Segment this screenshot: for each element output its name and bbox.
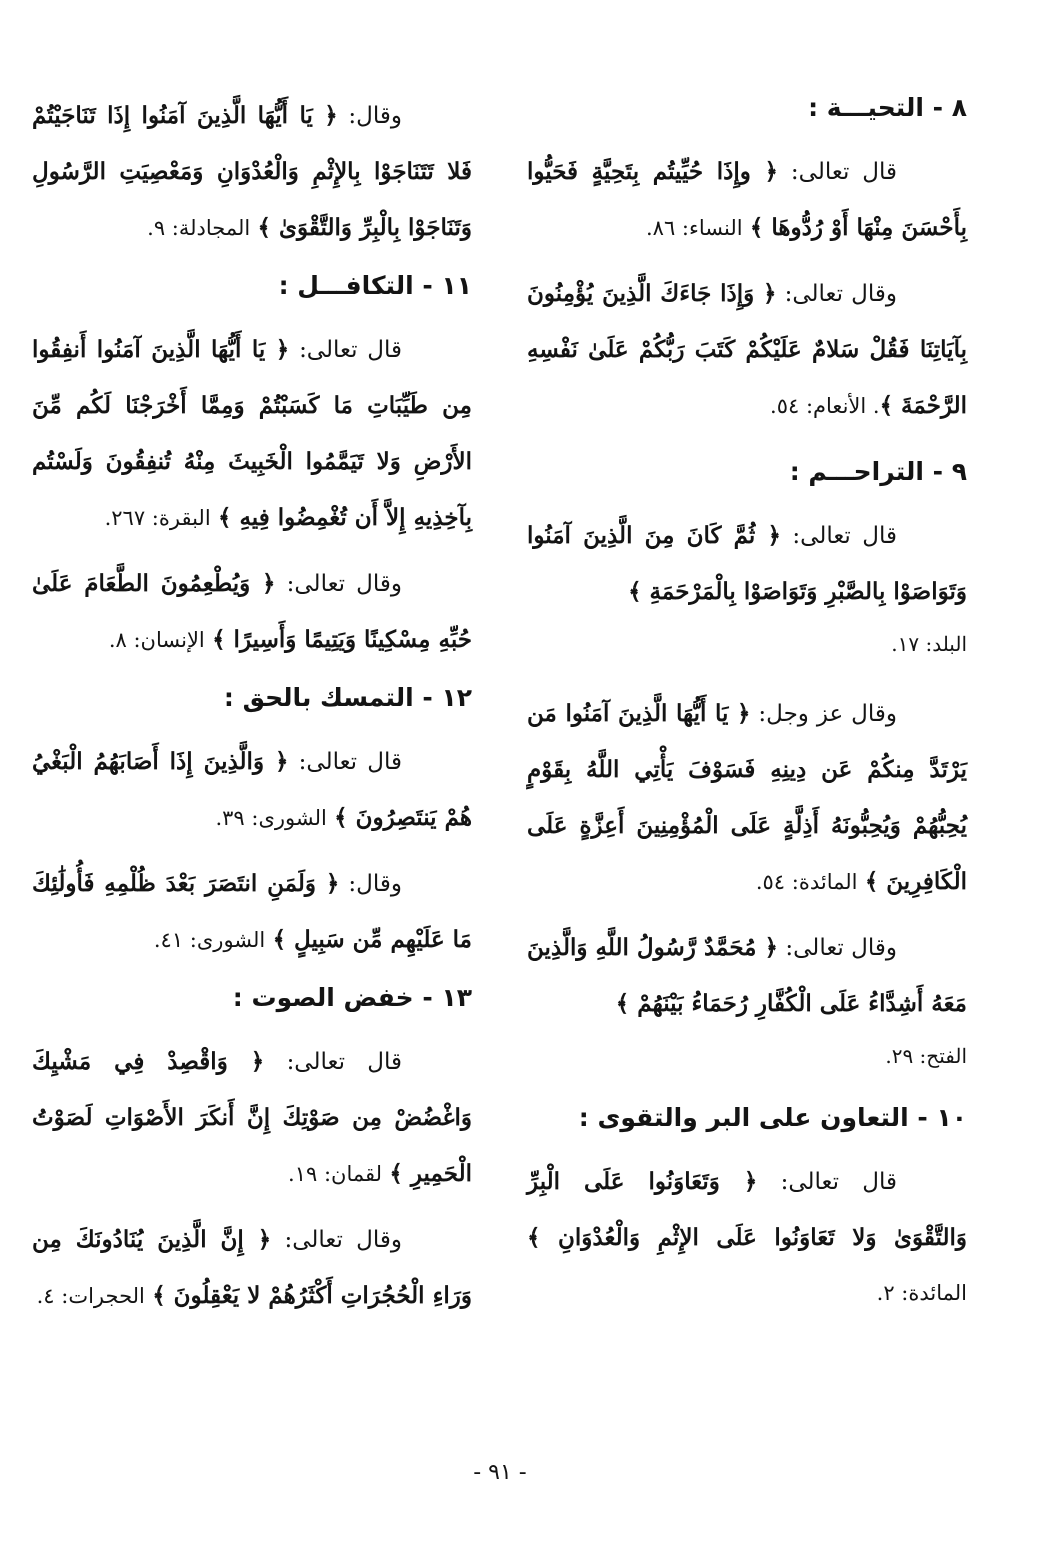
- left-column: [32, 88, 472, 1448]
- verse-reference: الحجرات: ٤.: [36, 1284, 145, 1308]
- verse-quote: ﴿ إِنَّ الَّذِينَ يُنَادُونَكَ مِن وَرَاءِ الْحُجُرَاتِ أَكْثَرُهُمْ لا يَعْقِلُونَ ﴾: [32, 1226, 472, 1309]
- verse-quote: ﴿ وَتَعَاوَنُوا عَلَى الْبِرِّ وَالتَّقْوَىٰ وَلا تَعَاوَنُوا عَلَى الإِثْمِ وَالْعُدْوَانِ ﴾: [527, 1168, 967, 1251]
- right-column: [527, 88, 967, 1448]
- verse-paragraph: [527, 266, 967, 434]
- verse-quote: ﴿ وَاقْصِدْ فِي مَشْيِكَ وَاغْضُضْ مِن صَوْتِكَ إِنَّ أَنكَرَ الأَصْوَاتِ لَصَوْتُ الْحَمِيرِ ﴾: [32, 1048, 472, 1187]
- section-heading-10: ١٠ - التعاون على البر والتقوى :: [578, 1103, 967, 1132]
- verse-intro: قال تعالى:: [298, 749, 403, 775]
- verse-intro: وقال تعالى:: [785, 935, 897, 961]
- verse-paragraph: [32, 322, 472, 546]
- verse-intro: قال تعالى:: [286, 1049, 402, 1075]
- verse-paragraph: [527, 920, 967, 1032]
- verse-quote: ﴿ يَا أَيُّهَا الَّذِينَ آمَنُوا أَنفِقُوا مِن طَيِّبَاتِ مَا كَسَبْتُمْ وَمِمَّا أَخْرَجْنَا لَكُم مِّنَ الأَرْضِ وَلا تَيَمَّمُوا الْخَبِيثَ مِنْهُ تُنفِقُونَ وَلَسْتُم بِآخِذِيهِ إِلاَّ أَن تُغْمِضُوا فِيهِ ﴾: [32, 336, 472, 531]
- verse-paragraph: [32, 556, 472, 668]
- section-heading-9: ٩ - التراحـــم :: [789, 457, 967, 486]
- verse-reference: النساء: ٨٦.: [645, 216, 743, 240]
- verse-paragraph: [527, 144, 967, 256]
- book-page: [32, 88, 967, 1448]
- verse-quote: ﴿ مُحَمَّدٌ رَّسُولُ اللَّهِ وَالَّذِينَ مَعَهُ أَشِدَّاءُ عَلَى الْكُفَّارِ رُحَمَاءُ بَيْنَهُمْ ﴾: [527, 934, 967, 1017]
- page-number: - ٩١ -: [473, 1460, 527, 1485]
- verse-paragraph: [527, 686, 967, 910]
- verse-reference: الشورى: ٣٩.: [215, 806, 327, 830]
- verse-intro: وقال:: [348, 103, 402, 129]
- section-heading-11: ١١ - التكافـــل :: [278, 271, 472, 300]
- verse-paragraph: [527, 1154, 967, 1321]
- verse-intro: وقال تعالى:: [784, 281, 897, 307]
- verse-paragraph: [32, 88, 472, 256]
- section-heading-13: ١٣ - خفض الصوت :: [232, 983, 472, 1012]
- verse-quote: ﴿ يَا أَيُّهَا الَّذِينَ آمَنُوا مَن يَرْتَدَّ مِنكُمْ عَن دِينِهِ فَسَوْفَ يَأْتِي اللَّهُ بِقَوْمٍ يُحِبُّهُمْ وَيُحِبُّونَهُ أَذِلَّةٍ عَلَى الْمُؤْمِنِينَ أَعِزَّةٍ عَلَى الْكَافِرِينَ ﴾: [527, 700, 967, 895]
- verse-intro: قال تعالى:: [780, 1169, 897, 1195]
- verse-paragraph: [32, 734, 472, 846]
- verse-quote: ﴿ يَا أَيُّهَا الَّذِينَ آمَنُوا إِذَا تَنَاجَيْتُمْ فَلا تَتَنَاجَوْا بِالإِثْمِ وَالْعُدْوَانِ وَمَعْصِيَتِ الرَّسُولِ وَتَنَاجَوْا بِالْبِرِّ وَالتَّقْوَىٰ ﴾: [32, 102, 472, 241]
- verse-reference: . الأنعام: ٥٤.: [770, 394, 880, 418]
- verse-paragraph: [527, 508, 967, 620]
- verse-intro: قال تعالى:: [792, 523, 898, 549]
- section-heading-8: ٨ - التحيـــة :: [808, 93, 967, 122]
- verse-paragraph: [32, 1212, 472, 1324]
- verse-intro: قال تعالى:: [790, 159, 897, 185]
- verse-intro: وقال تعالى:: [284, 1227, 402, 1253]
- verse-reference: الإنسان: ٨.: [108, 628, 205, 652]
- verse-reference: البلد: ١٧.: [891, 632, 967, 656]
- verse-intro: وقال:: [348, 871, 402, 897]
- verse-reference: المائدة: ٢.: [876, 1281, 967, 1305]
- verse-paragraph: [32, 856, 472, 968]
- verse-quote: ﴿ وَالَّذِينَ إِذَا أَصَابَهُمُ الْبَغْيُ هُمْ يَنتَصِرُونَ ﴾: [32, 748, 472, 831]
- verse-quote: ﴿ وإِذَا حُيِّيتُم بِتَحِيَّةٍ فَحَيُّوا بِأَحْسَنَ مِنْهَا أَوْ رُدُّوهَا ﴾: [527, 158, 967, 241]
- verse-quote: ﴿ وَلَمَنِ انتَصَرَ بَعْدَ ظُلْمِهِ فَأُولَٰئِكَ مَا عَلَيْهِم مِّن سَبِيلٍ ﴾: [32, 870, 472, 953]
- verse-reference: الشورى: ٤١.: [153, 928, 266, 952]
- verse-reference: المائدة: ٥٤.: [755, 870, 858, 894]
- verse-reference: البقرة: ٢٦٧.: [104, 506, 211, 530]
- verse-quote: ﴿ ثُمَّ كَانَ مِنَ الَّذِينَ آمَنُوا وَتَوَاصَوْا بِالصَّبْرِ وَتَوَاصَوْا بِالْمَرْحَمَةِ ﴾: [527, 522, 967, 605]
- verse-intro: وقال عز وجل:: [758, 701, 897, 727]
- verse-reference: لقمان: ١٩.: [288, 1162, 383, 1186]
- verse-reference: الفتح: ٢٩.: [885, 1044, 967, 1068]
- verse-reference: المجادلة: ٩.: [147, 216, 251, 240]
- verse-intro: وقال تعالى:: [286, 571, 402, 597]
- verse-quote: ﴿ وَإِذَا جَاءَكَ الَّذِينَ يُؤْمِنُونَ بِآيَاتِنَا فَقُلْ سَلامٌ عَلَيْكُمْ كَتَبَ رَبُّكُمْ عَلَىٰ نَفْسِهِ الرَّحْمَةَ ﴾: [527, 280, 967, 419]
- verse-intro: قال تعالى:: [299, 337, 402, 363]
- section-heading-12: ١٢ - التمسك بالحق :: [223, 683, 472, 712]
- verse-quote: ﴿ وَيُطْعِمُونَ الطَّعَامَ عَلَىٰ حُبِّهِ مِسْكِينًا وَيَتِيمًا وَأَسِيرًا ﴾: [32, 570, 472, 653]
- verse-paragraph: [32, 1034, 472, 1202]
